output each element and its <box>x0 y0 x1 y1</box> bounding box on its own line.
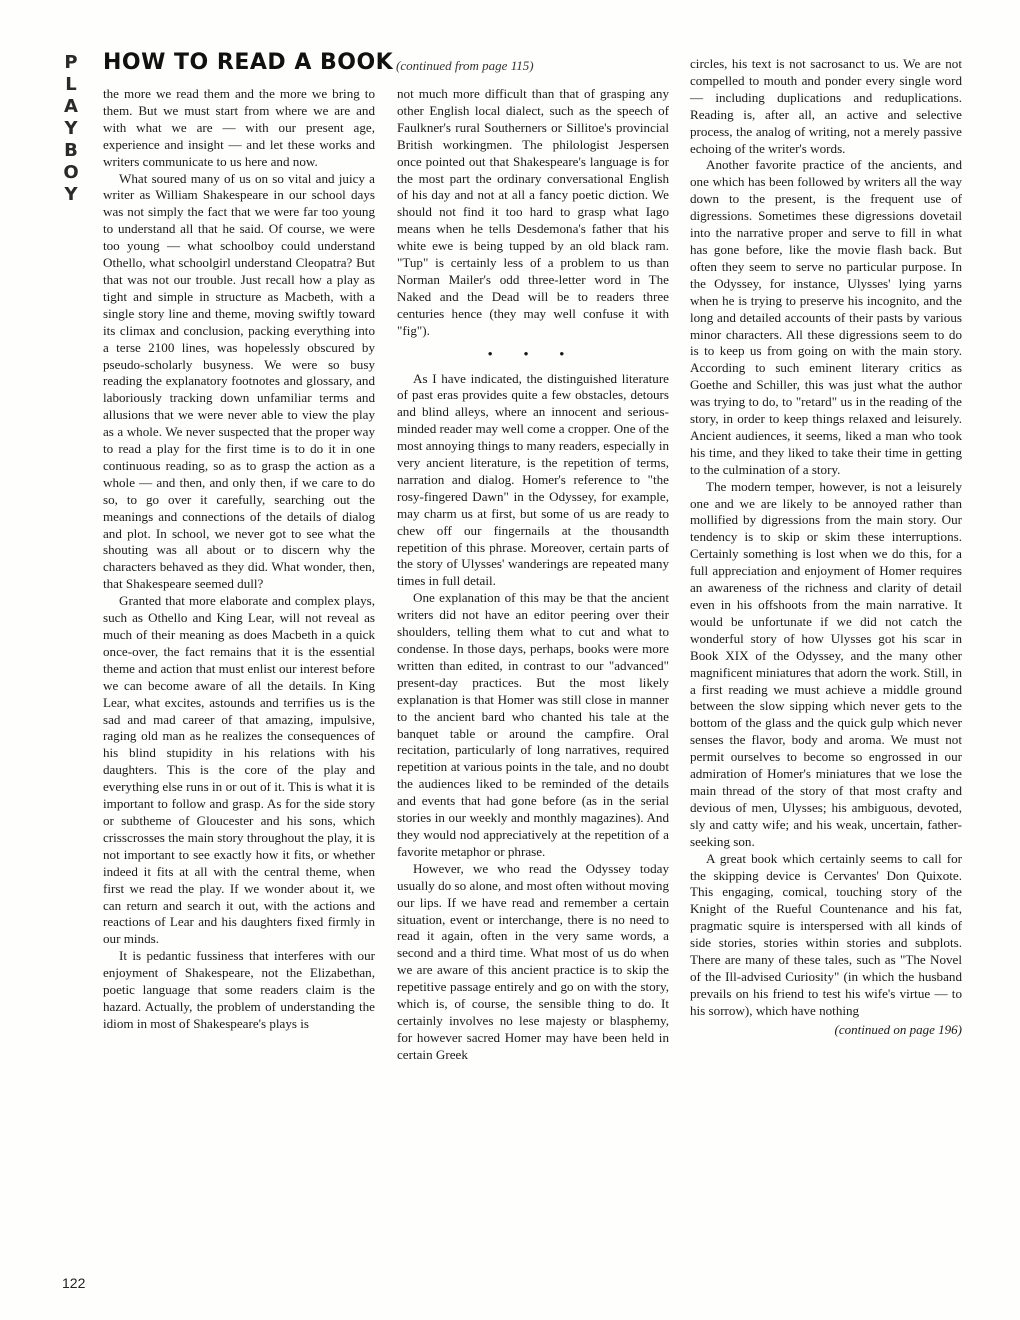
paragraph: However, we who read the Odyssey today usually do so alone, and most often without moving our lips. If we have read and remember a certain situation, event or interchange, there is no need to read it again, often in the very same words, a second and a third time. What most of us do when we are aware of this ancient practice is to skip the repetitive passage entirely and go on with the story, which is, of course, the sensible thing to do. It certainly involves no lese majesty or blasphemy, for however sacred Homer may have been held in certain Greek <box>397 860 669 1062</box>
page-number: 122 <box>62 1275 86 1291</box>
paragraph: As I have indicated, the distinguished literature of past eras provides quite a few obstacles, detours and blind alleys, where an innocent and serious-minded reader may well come a cropper. One of the most annoying things to many readers, especially in very ancient literature, is the repetition of terms, narration and dialog. Homer's reference to "the rosy-fingered Dawn" in the Odyssey, for example, may charm us at first, but some of us are ready to chew off our fingernails at the thousandth repetition of this phrase. Moreover, certain parts of the story of Ulysses' wanderings are repeated many times in full detail. <box>397 370 670 589</box>
section-break: • • • <box>487 345 579 361</box>
paragraph: It is pedantic fussiness that interferes with our enjoyment of Shakespeare, not the Elizabethan, poetic language that some readers claim is the hazard. Actually, the problem of understanding the idiom in most of Shakespeare's plays is <box>103 948 375 1031</box>
paragraph: not much more difficult than that of grasping any other English local dialect, such as the speech of Faulkner's rural Southerners or Sillitoe's provincial British workingmen. The philologist Jespersen once pointed out that Shakespeare's language is for the most part the ordinary conversational English of his day and not at all a fancy poetic diction. We should not find it too hard to grasp what Iago means when he tells Desdemona's father that his white ewe is being tupped by an old black ram. "Tup" is certainly less of a problem to us than Norman Mailer's odd three-letter word in The Naked and the Dead will be to readers three centuries hence (they may well confuse it with "fig"). <box>397 86 669 338</box>
article-headline: HOW TO READ A BOOK <box>103 50 394 75</box>
magazine-vertical-logo <box>60 52 84 206</box>
paragraph: Granted that more elaborate and complex plays, such as Othello and King Lear, will not reveal as much of their meaning as does Macbeth in a quick once-over, the fact remains that it is the essential theme and action that must enlist our interest before we can become aware of all the details. In King Lear, what excites, astounds and terrifies us is the sad and mad career of that amazing, impulsive, raging old man as he realizes the consequences of his blind stupidity in his relations with his daughters. This is the core of the play and everything else runs in or out of it. This is what it is important to follow and grasp. As for the side story or subtheme of Gloucester and his sons, which crisscrosses the main story throughout the play, it is not important to see exactly how it fits, or whether indeed it fits at all with the central theme, when first we read the play. If we wonder about it, we can return and search it out, with the actions and reactions of Lear and his daughters fixed firmly in our minds. <box>103 593 375 947</box>
logo-letter: L <box>65 74 79 95</box>
logo-letter: A <box>64 96 80 117</box>
paragraph: the more we read them and the more we bring to them. But we must start from where we are and with what we are — with our present age, experience and insight — and let these works and writers communicate to us here and now. <box>103 86 375 169</box>
continued-from-note: (continued from page 115) <box>396 58 534 73</box>
logo-letter: Y <box>64 184 80 205</box>
paragraph: circles, his text is not sacrosanct to us. We are not compelled to mouth and ponder every single word — including duplications and reduplications. Reading is, after all, an active and selective process, the analog of writing, not a merely passive echoing of the writer's words. <box>690 56 962 156</box>
continued-on-note: (continued on page 196) <box>834 1021 962 1037</box>
paragraph: A great book which certainly seems to call for the skipping device is Cervantes' Don Quixote. This engaging, comical, touching story of the Knight of the Rueful Countenance and his fat, pragmatic squire is interspersed with all kinds of side stories, stories within stories and subplots. There are many of these tales, such as "The Novel of the Ill-advised Curiosity" (in which the husband prevails on his friend to test his wife's virtue — to his sorrow), which have nothing <box>690 850 962 1018</box>
logo-letter: Y <box>64 118 80 139</box>
paragraph: One explanation of this may be that the ancient writers did not have an editor peering over their shoulders, telling them what to cut and what to condense. In those days, perhaps, books were more written than edited, in contrast to our "advanced" present-day practices. But the most likely explanation is that Homer was still close in manner to the ancient bard who chanted his tale at the banquet table or around the campfire. Oral recitation, particularly of long narratives, required repetition at various points in the tale, and no doubt the audiences liked to be reminded of the details and events that had gone before (as in the serial stories in our weekly and monthly magazines). And they would nod appreciatively at the repetition of a favorite metaphor or phrase. <box>397 590 669 859</box>
paragraph: Another favorite practice of the ancients, and one which has been followed by writers all the way down to the present, is the frequent use of digressions. Sometimes these digressions dovetail into the narrative proper and serve to fill in what has gone before, like the movie flash back. But often they seem to serve no particular purpose. In the Odyssey, for instance, Ulysses' lying yarns when he is trying to preserve his incognito, and the long and detailed accounts of their pasts by various minor characters. All these digressions seem to do is to keep us from going on with the main story. According to such eminent literary critics as Goethe and Schiller, this was just what the author was trying to do, to "retard" us in the reading of the story, in order to keep things relaxed and leisurely. Ancient audiences, it seems, liked a man who took his time, and they liked to take their time in getting to the culmination of a story. <box>690 157 962 477</box>
paragraph: The modern temper, however, is not a leisurely one and we are likely to be annoyed rather than mollified by digressions from the main story. Our tendency is to skip or skim these interruptions. Certainly something is lost when we do this, for a full appreciation and enjoyment of Homer requires an awareness of the richness and clarity of detail even in his offshoots from the main narrative. It would be unfortunate if we did not catch the wonderful story of how Ulysses got his scar in Book XIX of the Odyssey, and the many other magnificent miniatures that adorn the work. Still, in a first reading we must achieve a middle ground between the slow sipping which never gets to the bottom of the glass and the quick gulp which never senses the flavor, body and aroma. We must not permit ourselves to become so engrossed in our admiration of Homer's miniatures that we lose the main thread of the story of that most crafty and devious of men, Ulysses; his ambiguous, devoted, sly and catty wife; and his weak, uncertain, father-seeking son. <box>690 478 962 849</box>
text-column-1 <box>103 86 375 1033</box>
text-column-3 <box>690 56 962 1039</box>
logo-letter: P <box>64 52 80 73</box>
text-column-2 <box>397 86 669 1064</box>
paragraph: What soured many of us on so vital and juicy a writer as William Shakespeare in our school days was not simply the fact that we were far too young to understand all that he said. Of course, we were too young — what schoolboy could understand Othello, what schoolgirl understand Cleopatra? But that was not our trouble. Just recall how a play as tight and simple in structure as Macbeth, with a single story line and theme, moving swiftly toward its climax and conclusion, packing everything into a terse 2100 lines, was hopelessly obscured by pseudo-scholarly busyness. We were so busy reading the explanatory footnotes and glossary, and laboriously tracking down unfamiliar terms and allusions that we were never able to view the play as a whole. We never suspected that the proper way to read a play for the first time is to do it in one continuous reading, so as to grasp the action as a whole — and then, and only then, if we care to do so, to go over it carefully, searching out the meanings and connections of the details of dialog and plot. In school, we never got to see what the shouting was all about or to discern why the characters behaved as they did. What wonder, then, that Shakespeare seemed dull? <box>103 170 375 592</box>
logo-letter: O <box>63 162 81 183</box>
logo-letter: B <box>64 140 80 161</box>
